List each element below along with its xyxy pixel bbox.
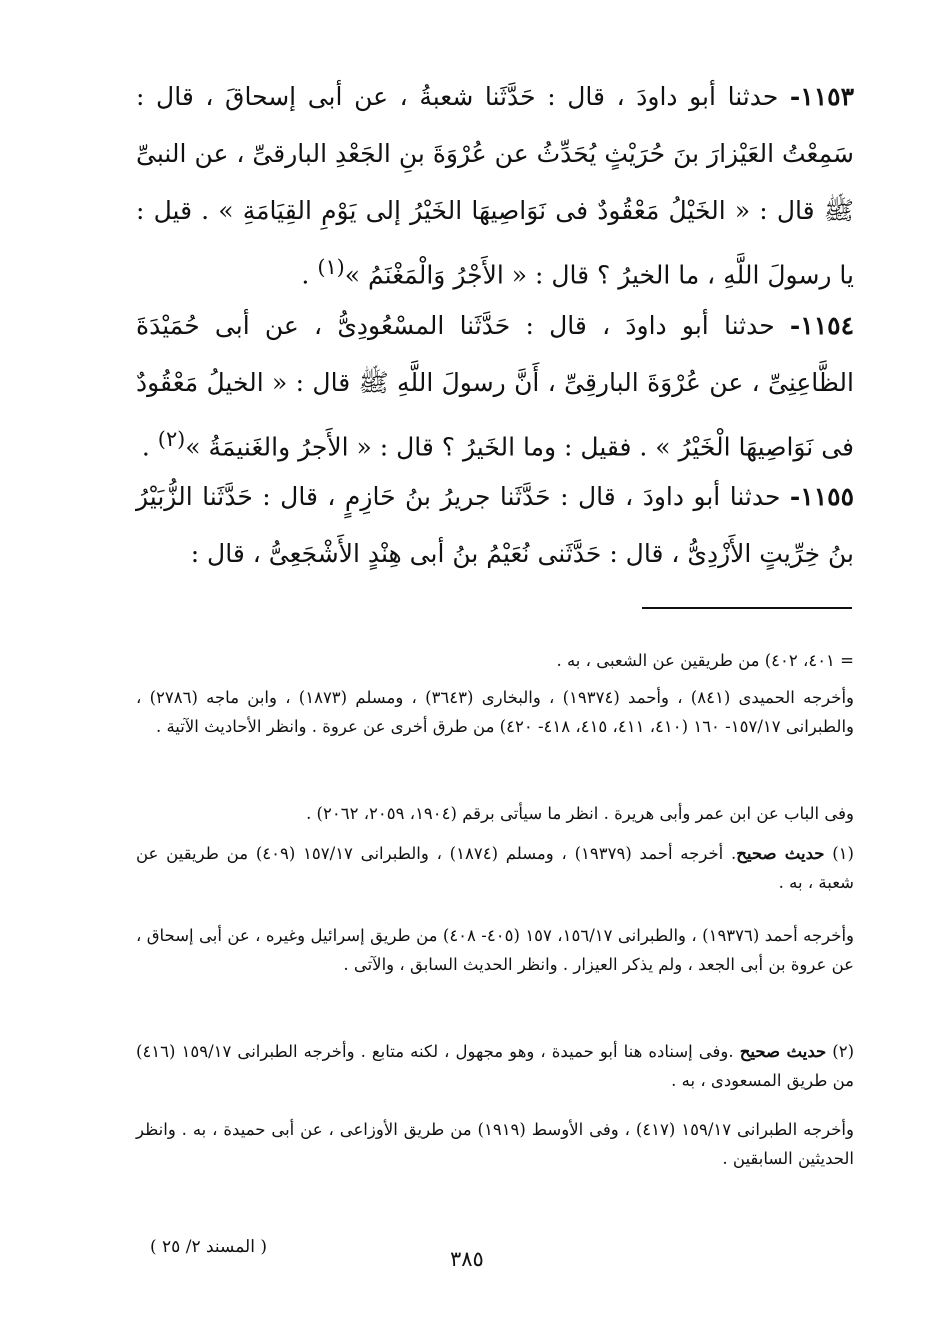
hadith-1154 xyxy=(136,297,854,475)
footnote-continuation: = ٤٠١، ٤٠٢) من طريقين عن الشعبى ، به . xyxy=(556,651,854,670)
footnote-text: . أخرجه أحمد (١٩٣٧٩) ، ومسلم (١٨٧٤) ، والطبرانى ١٥٧/١٧ (٤٠٩) من طريقين عن شعبة ، به . xyxy=(136,844,854,892)
footnote-1 xyxy=(136,839,854,897)
footnote-paragraph: وأخرجه الطبرانى ١٥٩/١٧ (٤١٧) ، وفى الأوسط (١٩١٩) من طريق الأوزاعى ، عن أبى حميدة ، به . وانظر الحديثين السابقين . xyxy=(136,1120,854,1168)
footnote-marker: (١) xyxy=(317,255,345,279)
hadith-1153 xyxy=(136,68,854,303)
hadith-text: حدثنا أبو داودَ ، قال : حَدَّثَنا شعبةُ ، عن أبى إسحاقَ ، قال : سَمِعْتُ العَيْزارَ بنَ حُرَيْثٍ يُحَدِّثُ عن عُرْوَةَ بنِ الجَعْدِ البارقىِّ ، عن النبىِّ ﷺ قال : « الخَيْلُ مَعْقُودٌ فى نَوَاصِيهَا الخَيْرُ إلى يَوْمِ القِيَامَةِ » . قيل : يا رسولَ اللَّهِ ، ما الخيرُ ؟ قال : « الأَجْرُ وَالْمَغْنَمُ » xyxy=(136,82,854,290)
footnote-2 xyxy=(136,1037,854,1095)
footnote-marker: (٢) xyxy=(157,427,186,451)
footnote-separator xyxy=(642,607,852,609)
hadith-number: ١١٥٥- xyxy=(789,482,854,511)
hadith-end: . xyxy=(301,260,318,290)
page-number: ٣٨٥ xyxy=(450,1247,484,1271)
footnote-grade: حديث صحيح xyxy=(736,844,825,863)
hadith-end: . xyxy=(141,432,158,462)
hadith-1155 xyxy=(136,468,854,582)
footnote-label: (١) xyxy=(832,844,854,863)
footnote-grade: حديث صحيح xyxy=(739,1042,827,1061)
footnote-text: .وفى إسناده هنا أبو حميدة ، وهو مجهول ، لكنه متابع . وأخرجه الطبرانى ١٥٩/١٧ (٤١٦) من طريق المسعودى ، به . xyxy=(136,1042,854,1090)
footnote-paragraph: وأخرجه الحميدى (٨٤١) ، وأحمد (١٩٣٧٤) ، والبخارى (٣٦٤٣) ، ومسلم (١٨٧٣) ، وابن ماجه (٢٧٨٦) ، والطبرانى ١٥٧/١٧- ١٦٠ (٤١٠، ٤١١، ٤١٥، ٤١٨- ٤٢٠) من طرق أخرى عن عروة . وانظر الأحاديث الآتية . xyxy=(136,688,854,736)
footnote-paragraph: وأخرجه أحمد (١٩٣٧٦) ، والطبرانى ١٥٦/١٧، ١٥٧ (٤٠٥- ٤٠٨) من طريق إسرائيل وغيره ، عن أبى إسحاق ، عن عروة بن أبى الجعد ، ولم يذكر العيزار . وانظر الحديث السابق ، والآتى . xyxy=(136,926,854,974)
footnote-label: (٢) xyxy=(832,1042,854,1061)
hadith-text: حدثنا أبو داودَ ، قال : حَدَّثَنا المسْعُودِىُّ ، عن أبى حُمَيْدَةَ الظَّاعِنِىِّ ، عن عُرْوَةَ البارقِىِّ ، أَنَّ رسولَ اللَّهِ ﷺ قال : « الخيلُ مَعْقُودٌ فى نَوَاصِيهَا الْخَيْرُ » . فقيل : وما الخَيرُ ؟ قال : « الأَجرُ والغَنيمَةُ » xyxy=(136,311,854,462)
hadith-number: ١١٥٤- xyxy=(789,311,854,340)
hadith-text: حدثنا أبو داودَ ، قال : حَدَّثَنا جريرُ بنُ حَازِمٍ ، قال : حَدَّثَنا الزُّبَيْرُ بنُ خِرِّيتٍ الأَزْدِىُّ ، قال : حَدَّثَنى نُعَيْمُ بنُ أبى هِنْدٍ الأَشْجَعِىُّ ، قال : xyxy=(136,482,854,568)
volume-signature: ( المسند ٢/ ٢٥ ) xyxy=(150,1237,267,1257)
hadith-number: ١١٥٣- xyxy=(789,82,854,111)
footnote-paragraph: وفى الباب عن ابن عمر وأبى هريرة . انظر ما سيأتى برقم (١٩٠٤، ٢٠٥٩، ٢٠٦٢) . xyxy=(306,804,854,823)
